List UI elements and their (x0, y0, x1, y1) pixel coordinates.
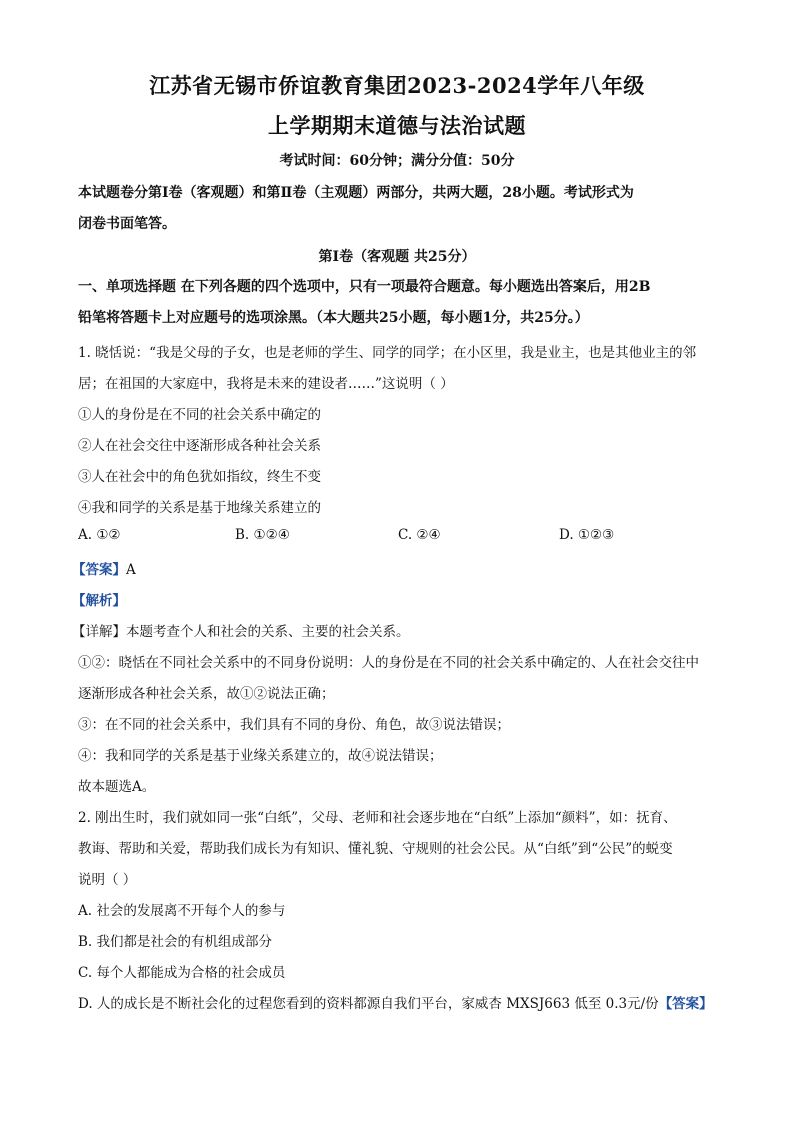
section-instruction-1: 一、单项选择题 在下列各题的四个选项中，只有一项最符合题意。每小题选出答案后，用2B (78, 279, 651, 295)
q1-answer-value: A (126, 562, 136, 578)
q1-explanation-1b: 逐渐形成各种社会关系，故①②说法正确； (78, 686, 335, 702)
q1-analysis-tag: 【解析】 (72, 593, 126, 609)
q1-explanation-1a: ①②：晓恬在不同社会关系中的不同身份说明：人的身份是在不同的社会关系中确定的、人在社会交往中 (78, 655, 699, 671)
intro-line-2: 闭卷书面笔答。 (78, 216, 176, 232)
intro-line-1: 本试题卷分第Ⅰ卷（客观题）和第Ⅱ卷（主观题）两部分，共两大题，28小题。考试形式为 (78, 185, 634, 201)
q2-stem-line-2: 教诲、帮助和关爱，帮助我们成长为有知识、懂礼貌、守规则的社会公民。从“白纸”到“公民”的蜕变 (78, 841, 673, 857)
q1-answer-tag: 【答案】 (72, 562, 126, 578)
q2-stem-line-1: 2. 刚出生时，我们就如同一张“白纸”，父母、老师和社会逐步地在“白纸”上添加“颜料”，如：抚育、 (78, 810, 677, 826)
q1-option-a: A. ①② (78, 527, 121, 543)
q1-analysis-row (72, 589, 732, 609)
q2-option-c: C. 每个人都能成为合格的社会成员 (78, 965, 286, 981)
q1-detail: 【详解】本题考查个人和社会的关系、主要的社会关系。 (72, 624, 410, 640)
q2-option-a: A. 社会的发展离不开每个人的参与 (78, 903, 286, 919)
q1-option-b: B. ①②④ (235, 527, 290, 543)
q1-stem-line-2: 居；在祖国的大家庭中，我将是未来的建设者……”这说明（ ） (78, 376, 454, 392)
exam-info: 考试时间：60分钟；满分分值：50分 (279, 153, 515, 169)
q1-option-c: C. ②④ (398, 527, 441, 543)
document-title-line-1: 江苏省无锡市侨谊教育集团2023-2024学年八年级 (149, 73, 645, 98)
q1-explanation-2: ③：在不同的社会关系中，我们具有不同的身份、角色，故③说法错误； (78, 717, 510, 733)
q1-answer-row (72, 558, 732, 578)
q1-explanation-3: ④：我和同学的关系是基于业缘关系建立的，故④说法错误； (78, 748, 443, 764)
q2-option-b: B. 我们都是社会的有机组成部分 (78, 934, 273, 950)
q2-option-d: D. 人的成长是不断社会化的过程您看到的资料都源自我们平台，家威杏 MXSJ663 低至 0.3元/份 (78, 996, 659, 1012)
q2-answer-tag: 【答案】 (658, 996, 713, 1012)
q2-option-d-row (78, 992, 738, 1012)
q1-stem-line-1: 1. 晓恬说：“我是父母的子女，也是老师的学生、同学的同学；在小区里，我是业主，也是其他业主的邻 (78, 345, 697, 361)
q1-statement-2: ②人在社会交往中逐渐形成各种社会关系 (78, 438, 321, 454)
document-title-line-2: 上学期期末道德与法治试题 (268, 113, 526, 138)
section-title: 第Ⅰ卷（客观题 共25分） (318, 249, 476, 265)
q1-statement-3: ③人在社会中的角色犹如指纹，终生不变 (78, 469, 321, 485)
q1-statement-1: ①人的身份是在不同的社会关系中确定的 (78, 407, 321, 423)
q1-conclusion: 故本题选A。 (78, 779, 156, 795)
q2-stem-line-3: 说明（ ） (78, 872, 137, 888)
q1-option-d: D. ①②③ (559, 527, 615, 543)
section-instruction-2: 铅笔将答题卡上对应题号的选项涂黑。（本大题共25小题，每小题1分，共25分。） (78, 310, 589, 326)
q1-statement-4: ④我和同学的关系是基于地缘关系建立的 (78, 500, 321, 516)
